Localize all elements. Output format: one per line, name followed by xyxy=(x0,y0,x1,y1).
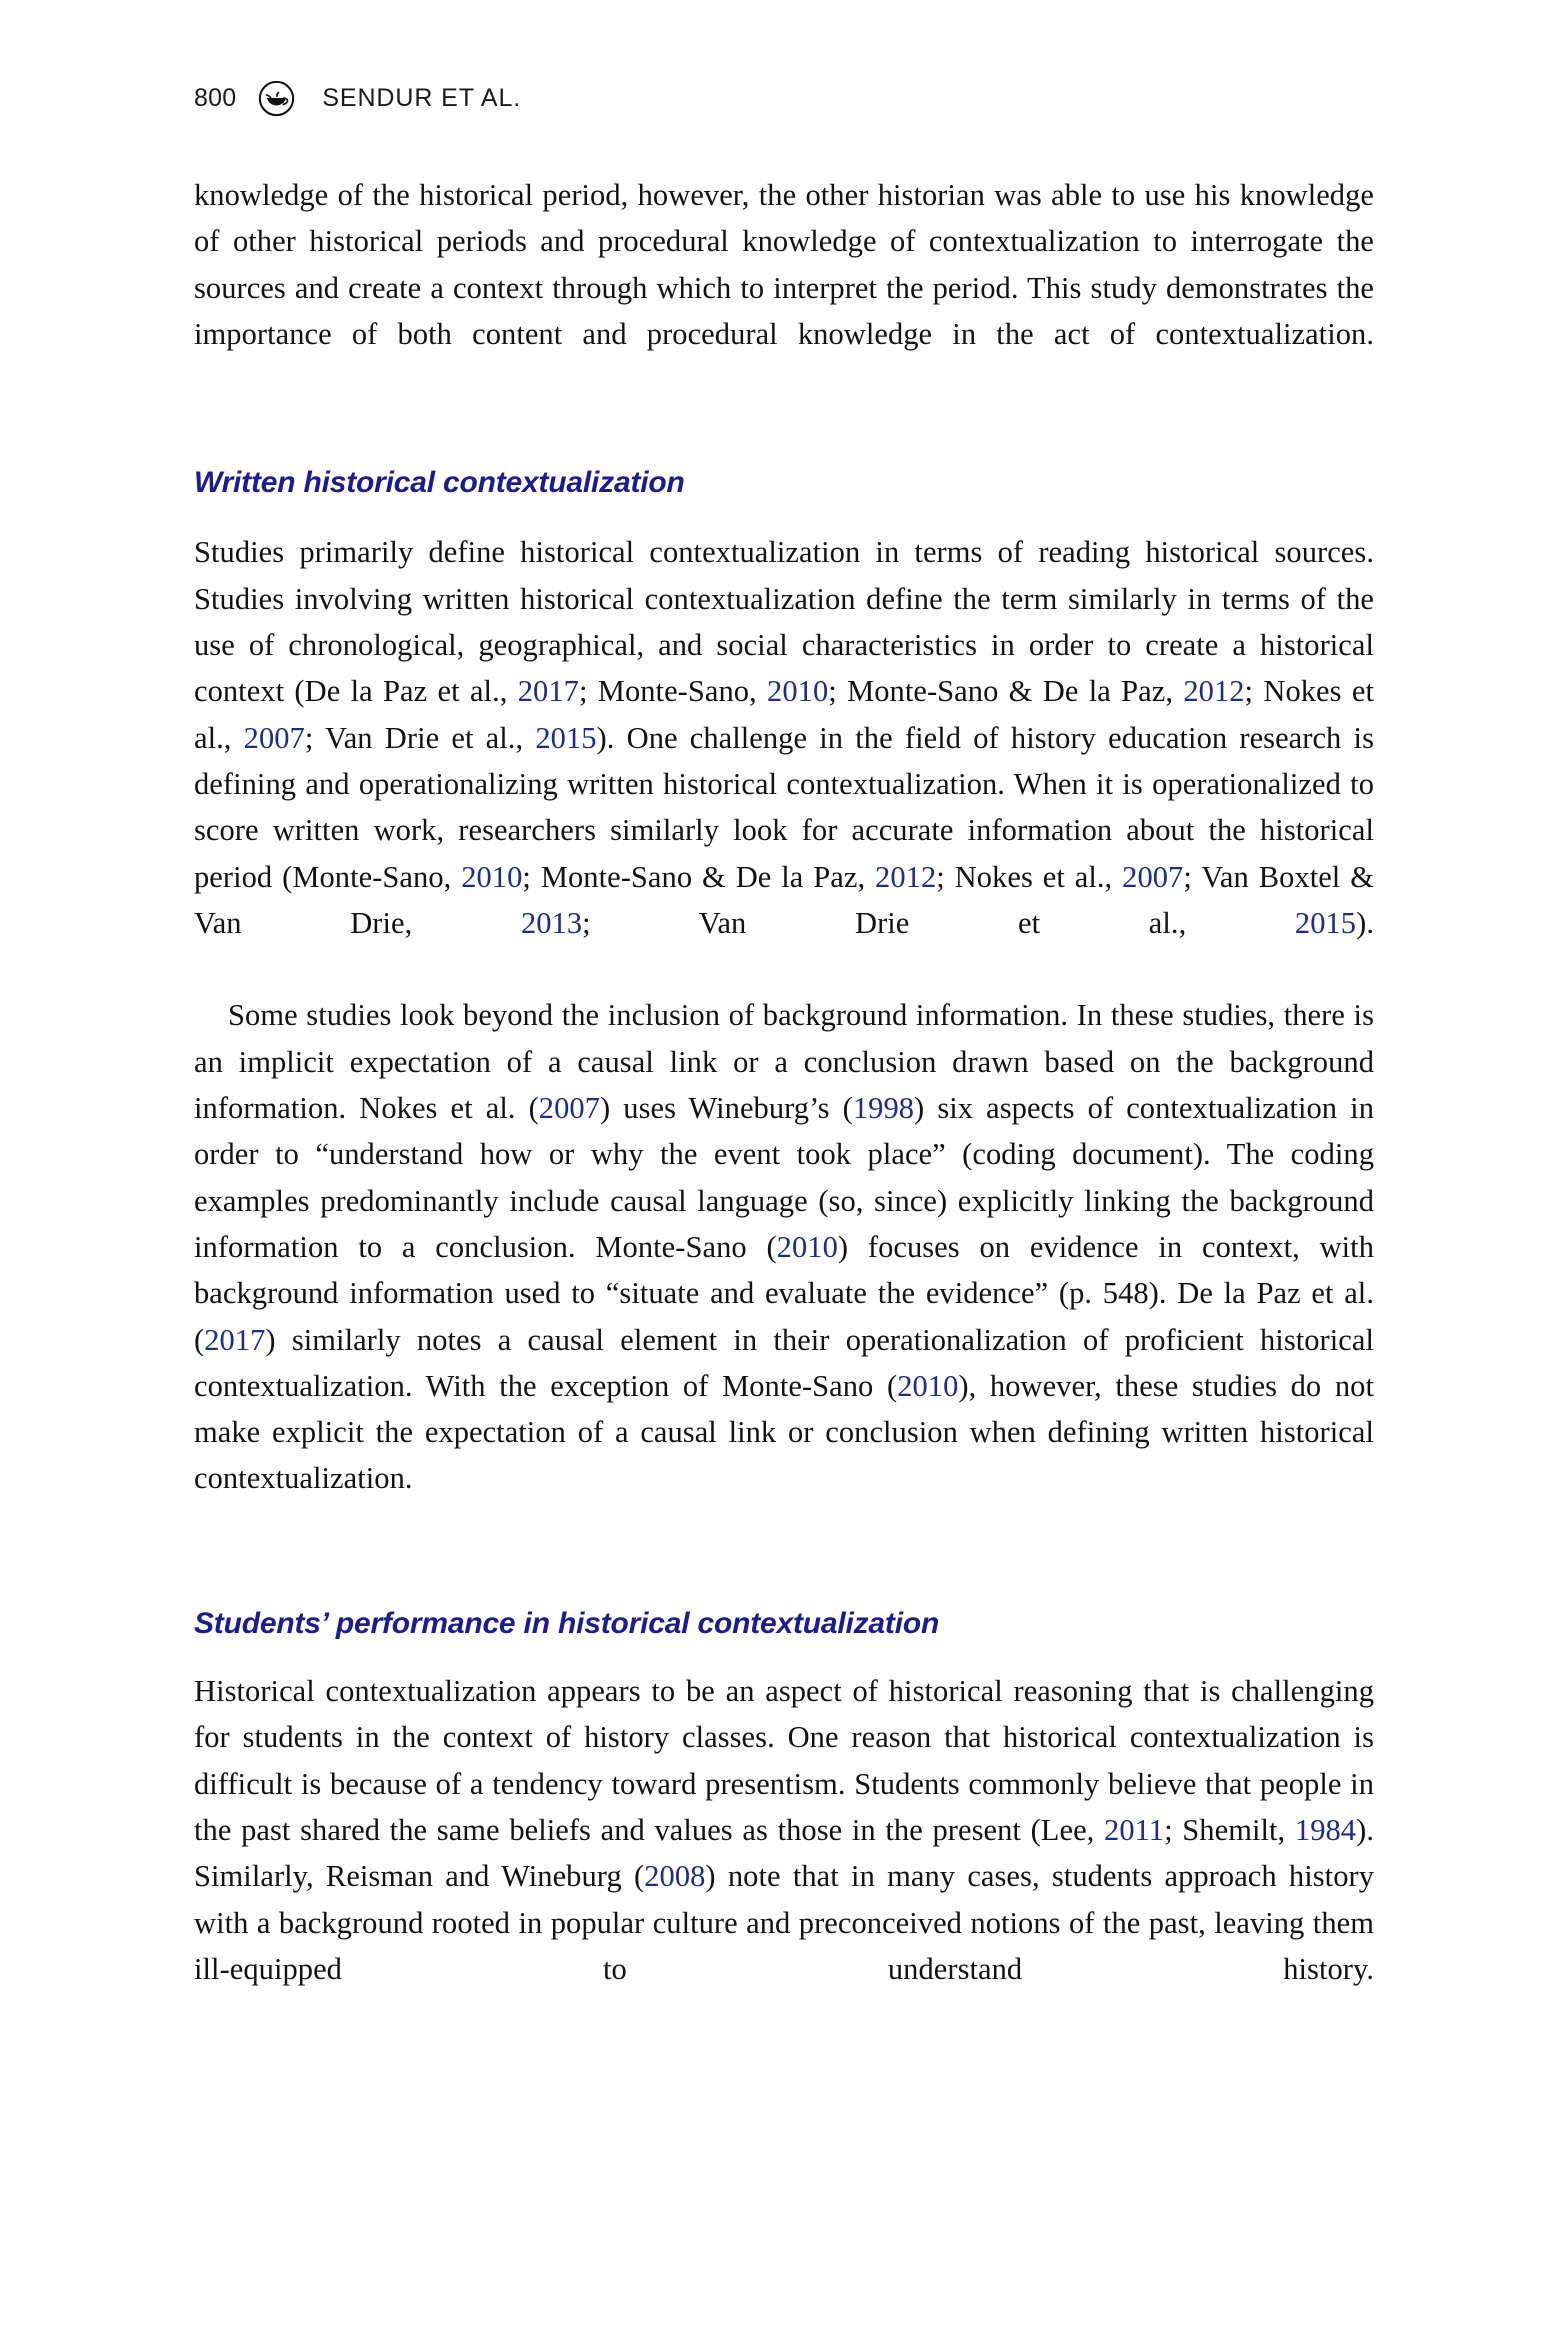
running-head-title: SENDUR ET AL. xyxy=(322,83,522,112)
citation-link[interactable]: 2007 xyxy=(538,1091,600,1126)
citation-link[interactable]: 2017 xyxy=(517,674,579,709)
paragraph-written-contextualization-definition xyxy=(194,529,1374,992)
citation-link[interactable]: 2012 xyxy=(875,859,937,894)
citation-link[interactable]: 2011 xyxy=(1104,1812,1165,1847)
text-run: ) six aspects of contextualization in order to “understand how or why the event took place” (coding document). The coding examples predominantly include causal language (so, since) explicitly linking the background information to a conclusion. Monte-Sano ( xyxy=(194,1091,1374,1264)
citation-link[interactable]: 2015 xyxy=(1294,905,1357,940)
text-run: Some studies look beyond the inclusion of background information. In these studies, there is an implicit expectation of a causal link or a conclusion drawn based on the background information. Nokes et al. ( xyxy=(194,998,1374,1126)
oil-lamp-logo-icon xyxy=(258,80,295,117)
page-number: 800 xyxy=(194,83,237,112)
citation-link[interactable]: 2012 xyxy=(1183,674,1245,709)
text-run: ). xyxy=(1356,905,1374,940)
citation-link[interactable]: 2013 xyxy=(520,905,583,940)
text-run: ; Nokes et al., xyxy=(936,859,1123,894)
spacer xyxy=(194,1642,1374,1668)
citation-link[interactable]: 2007 xyxy=(243,720,305,755)
citation-link[interactable]: 1998 xyxy=(852,1091,915,1126)
text-column xyxy=(194,172,1374,2038)
text-run: ; Shemilt, xyxy=(1164,1812,1295,1847)
spacer xyxy=(194,501,1374,529)
text-run: Historical contextualization appears to be an aspect of historical reasoning that is challenging for students in the context of history classes. One reason that historical contextualization is difficult is because of a tendency toward presentism. Students commonly believe that people in the past shared the same beliefs and values as those in the present (Lee, xyxy=(194,1674,1374,1847)
paragraph-continuation: knowledge of the historical period, however, the other historian was able to use his knowledge of other historical periods and procedural knowledge of contextualization to interrogate the sources and create a context through which to interpret the period. This study demonstrates the importance of both content and procedural knowledge in the act of contextualization. xyxy=(194,178,1374,351)
paragraph-students-performance xyxy=(194,1668,1374,2038)
running-head xyxy=(194,78,521,118)
text-run: ) focuses on evidence in context, with background information used to “situate and evaluate the evidence” (p. 548). De la Paz et al. ( xyxy=(194,1229,1374,1357)
text-run: ) note that in many cases, students approach history with a background rooted in popular culture and preconceived notions of the past, leaving them ill-equipped to understand history. xyxy=(194,1859,1374,1986)
text-run: Studies primarily define historical contextualization in terms of reading historical sources. Studies involving written historical contextualization define the term similarly in terms of the use of chronological, geographical, and social characteristics in order to create a historical context (De la Paz et al., xyxy=(194,535,1374,709)
text-run: ; Van Drie et al., xyxy=(582,905,1295,940)
text-run: ; Van Drie et al., xyxy=(304,720,536,755)
citation-link[interactable]: 1984 xyxy=(1294,1812,1357,1847)
text-run: ; Nokes et al., xyxy=(194,674,1374,755)
citation-link[interactable]: 2010 xyxy=(897,1368,959,1403)
citation-link[interactable]: 2007 xyxy=(1122,859,1184,894)
section-heading-students-performance: Students’ performance in historical contextualization xyxy=(194,1607,940,1641)
paragraph-causal-link-studies xyxy=(194,992,1374,1548)
text-run: ). One challenge in the field of history education research is defining and operationalizing written historical contextualization. When it is operationalized to score written work, researchers similarly look for accurate information about the historical period (Monte-Sano, xyxy=(194,720,1374,894)
spacer xyxy=(194,1548,1374,1606)
citation-link[interactable]: 2008 xyxy=(644,1859,706,1894)
section-heading-written-historical-contextualization: Written historical contextualization xyxy=(194,466,685,500)
text-run: ; Van Boxtel & Van Drie, xyxy=(194,859,1375,940)
citation-link[interactable]: 2010 xyxy=(461,859,523,894)
citation-link[interactable]: 2010 xyxy=(776,1229,838,1264)
text-run: ). Similarly, Reisman and Wineburg ( xyxy=(194,1812,1374,1894)
spacer xyxy=(194,403,1374,465)
text-run: ; Monte-Sano & De la Paz, xyxy=(522,859,876,894)
text-run: ), however, these studies do not make explicit the expectation of a causal link or conclusion when defining written historical contextualization. xyxy=(194,1368,1374,1496)
text-run: ; Monte-Sano, xyxy=(578,674,768,709)
text-run: ; Monte-Sano & De la Paz, xyxy=(828,674,1184,709)
citation-link[interactable]: 2017 xyxy=(204,1322,266,1357)
citation-link[interactable]: 2010 xyxy=(767,674,829,709)
text-run: ) similarly notes a causal element in their operationalization of proficient historical contextualization. With the exception of Monte-Sano ( xyxy=(194,1322,1374,1403)
citation-link[interactable]: 2015 xyxy=(535,720,597,755)
text-run: ) uses Wineburg’s ( xyxy=(600,1091,853,1126)
